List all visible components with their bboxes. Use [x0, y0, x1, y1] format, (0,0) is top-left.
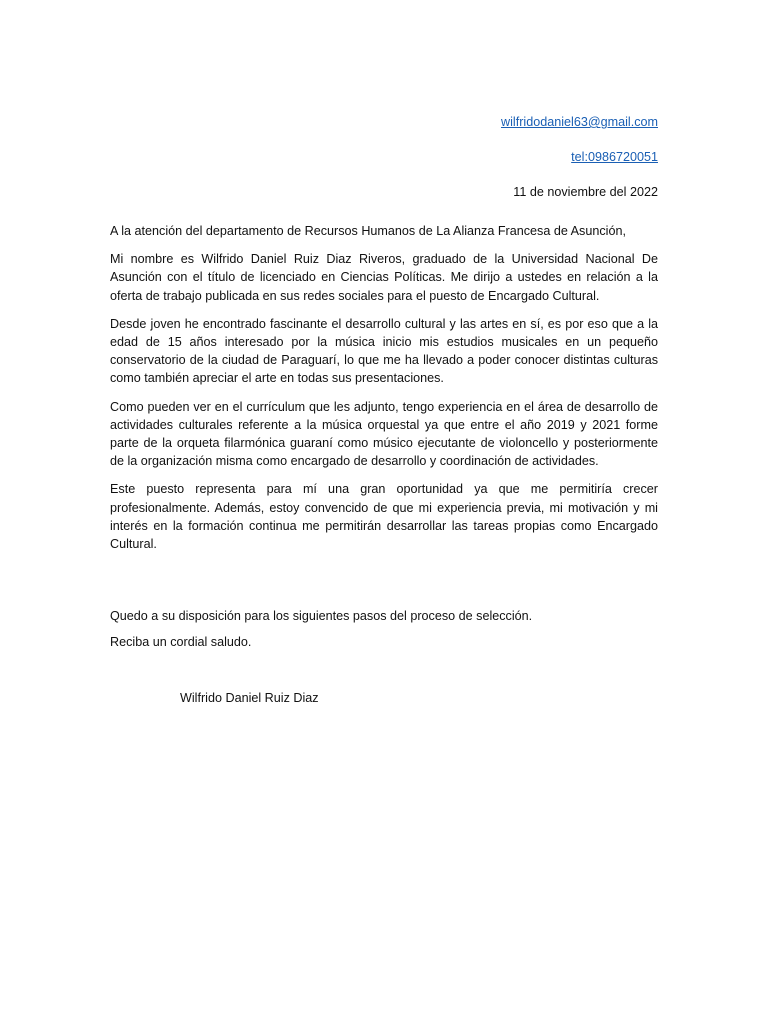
closing-line: Quedo a su disposición para los siguientes pasos del proceso de selección. — [110, 609, 533, 623]
letter-body — [110, 222, 658, 563]
signature-name: Wilfrido Daniel Ruiz Diaz — [180, 691, 319, 705]
salutation: A la atención del departamento de Recursos Humanos de La Alianza Francesa de Asunción, — [110, 224, 626, 238]
paragraph-introduction: Mi nombre es Wilfrido Daniel Ruiz Diaz Riveros, graduado de la Universidad Nacional De Asunción con el título de licenciado en Ciencias Políticas. Me dirijo a ustedes en relación a la oferta de trabajo publicada en sus redes sociales para el puesto de Encargado Cultural. — [110, 252, 658, 303]
farewell-line: Reciba un cordial saludo. — [110, 635, 252, 650]
letter-closing — [110, 607, 658, 659]
email-link[interactable]: wilfridodaniel63@gmail.com — [501, 115, 658, 129]
letter-header — [501, 113, 658, 218]
letter-date: 11 de noviembre del 2022 — [513, 185, 658, 199]
paragraph-motivation: Este puesto representa para mí una gran oportunidad ya que me permitiría crecer profesionalmente. Además, estoy convencido de que mi experiencia previa, mi motivación y mi interés en la formación continua me permitirán desarrollar las tareas propias como Encargado Cultural. — [110, 482, 658, 552]
phone-link[interactable]: tel:0986720051 — [571, 150, 658, 164]
paragraph-experience: Como pueden ver en el currículum que les adjunto, tengo experiencia en el área de desarrollo de actividades culturales referente a la música orquestal ya que entre el año 2019 y 2021 forme parte de la orqueta filarmónica guaraní como músico ejecutante de violoncello y posteriormente de la organización misma como encargado de desarrollo y coordinación de actividades. — [110, 399, 658, 469]
paragraph-background: Desde joven he encontrado fascinante el desarrollo cultural y las artes en sí, es por eso que a la edad de 15 años interesado por la música inicio mis estudios musicales en un pequeño conservatorio de la ciudad de Paraguarí, lo que me ha llevado a poder conocer distintas culturas como también apreciar el arte en todas sus presentaciones. — [110, 316, 658, 386]
